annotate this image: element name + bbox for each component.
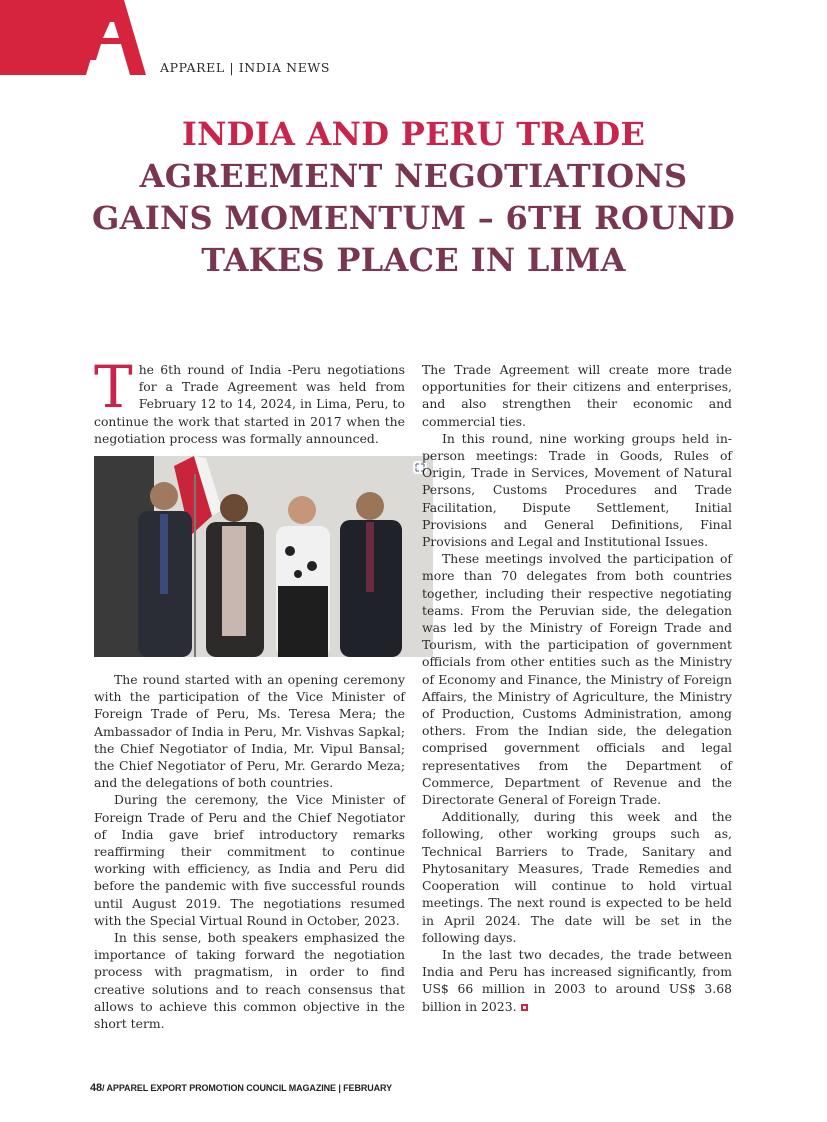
article-left-column — [94, 671, 405, 1032]
paragraph: These meetings involved the participation of more than 70 delegates from both countries together, including their respective negotiating teams. From the Peruvian side, the delegation was led by the Ministry of Foreign Trade and Tourism, with the participation of government officials from other entities such as the Ministry of Economy and Finance, the Ministry of Foreign Affairs, the Ministry of Agriculture, the Ministry of Production, Customs Administration, among others. From the Indian side, the delegation comprised government officials and legal representatives from the Department of Commerce, Department of Revenue and the Directorate General of Foreign Trade. — [422, 551, 732, 808]
article-intro — [94, 353, 405, 447]
drop-cap: T — [94, 353, 133, 421]
paragraph: The Trade Agreement will create more trade opportunities for their citizens and enterprises, and also strengthen their economic and commercial ties. — [422, 362, 732, 429]
paragraph: In this round, nine working groups held in-person meetings: Trade in Goods, Rules of Origin, Trade in Services, Movement of Natural Persons, Customs Procedures and Trade Facilitation, Dispute Settlement, Initial Provisions and General Definitions, Final Provisions and Legal and Institutional Issues. — [422, 430, 732, 550]
last-paragraph — [422, 946, 732, 1015]
brand-a-logo-icon — [0, 0, 150, 75]
headline-line-4: TAKES PLACE IN LIMA — [201, 241, 626, 279]
paragraph-text: In the last two decades, the trade between India and Peru has increased significantly, from US$ 66 million in 2003 to around US$ 3.68 billion in 2023. — [422, 946, 732, 1014]
paragraph: Additionally, during this week and the following, other working groups such as, Technical Barriers to Trade, Sanitary and Phytosanitary Measures, Trade Remedies and Cooperation will continue to hold virtual meetings. The next round is expected to be held in April 2024. The date will be set in the following days. — [422, 809, 732, 945]
publication-name: / APPAREL EXPORT PROMOTION COUNCIL MAGAZINE | FEBRUARY — [102, 1083, 393, 1093]
delegation-photo — [94, 456, 433, 657]
paragraph: The round started with an opening ceremony with the participation of the Vice Minister of Foreign Trade of Peru, Ms. Teresa Mera; the Ambassador of India in Peru, Mr. Vishvas Sapkal; the Chief Negotiator of India, Mr. Vipul Bansal; the Chief Negotiator of Peru, Mr. Gerardo Meza; and the delegations of both countries. — [94, 672, 405, 791]
headline-line-3: GAINS MOMENTUM – 6TH ROUND — [91, 199, 736, 237]
brand-corner-logo — [0, 0, 150, 75]
group-photo-illustration — [94, 456, 433, 657]
page-number: 48 — [90, 1082, 103, 1094]
section-label: APPAREL | INDIA NEWS — [160, 60, 331, 75]
paragraph: In this sense, both speakers emphasized the importance of taking forward the negotiation process with pragmatism, in order to find creative solutions and to reach consensus that allows to achieve this common objective in the short term. — [94, 930, 405, 1032]
paragraph: During the ceremony, the Vice Minister of Foreign Trade of Peru and the Chief Negotiator of India gave brief introductory remarks reaffirming their commitment to continue working with efficiency, as India and Peru did before the pandemic with five successful rounds until August 2019. The negotiations resumed with the Special Virtual Round in October, 2023. — [94, 792, 405, 928]
intro-text: he 6th round of India -Peru negotiations for a Trade Agreement was held from February 12 to 14, 2024, in Lima, Peru, to continue the work that started in 2017 when the negotiation process was formally announced. — [94, 362, 405, 446]
article-headline — [60, 113, 767, 281]
end-of-article-icon — [521, 1004, 528, 1011]
article-right-column — [422, 361, 732, 1015]
headline-line-1: INDIA AND PERU TRADE — [181, 115, 646, 153]
page-footer — [90, 1082, 392, 1094]
headline-line-2: AGREEMENT NEGOTIATIONS — [139, 157, 688, 195]
